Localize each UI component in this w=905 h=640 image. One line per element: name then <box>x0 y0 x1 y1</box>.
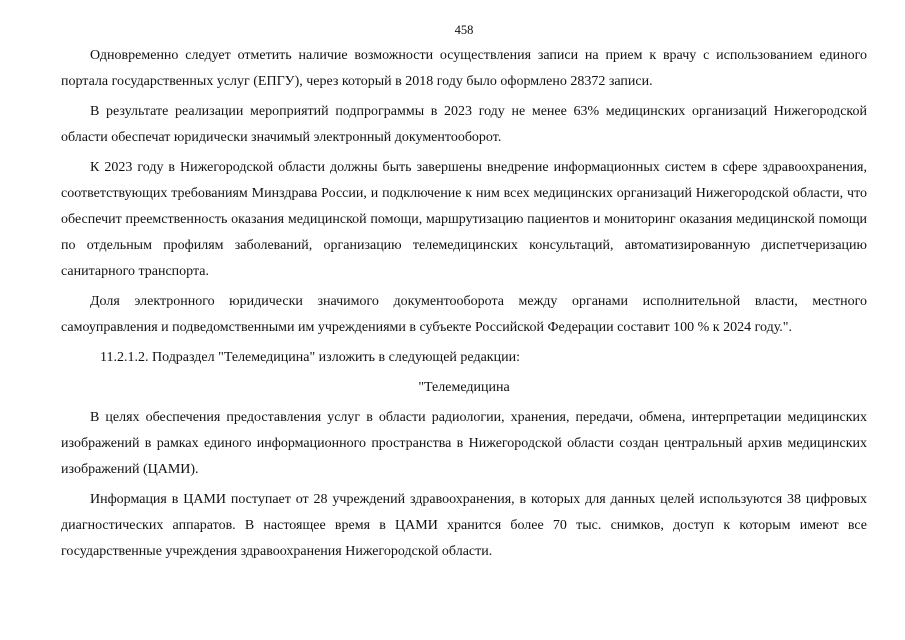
paragraph-cami-info: Информация в ЦАМИ поступает от 28 учреждений здравоохранения, в которых для данных целей используются 38 цифровых диагностических аппаратов. В настоящее время в ЦАМИ хранится более 70 тыс. снимков, доступ к которым имеют все государственные учреждения здравоохранения Нижегородской области. <box>61 492 867 559</box>
paragraph-info-systems: К 2023 году в Нижегородской области должны быть завершены внедрение информационных систем в сфере здравоохранения, соответствующих требованиям Минздрава России, и подключение к ним всех медицинских организаций Нижегородской области, что обеспечит преемственность оказания медицинской помощи, маршрутизацию пациентов и мониторинг оказания медицинской помощи по отдельным профилям заболеваний, организацию телемедицинских консультаций, автоматизированную диспетчеризацию санитарного транспорта. <box>61 160 867 279</box>
paragraph-edo-target: Доля электронного юридически значимого документооборота между органами исполнительной власти, местного самоуправления и подведомственными им учреждениями в субъекте Российской Федерации составит 100 % к 2024 году.". <box>61 294 867 335</box>
document-page <box>61 20 867 569</box>
paragraph-edo-share: В результате реализации мероприятий подпрограммы в 2023 году не менее 63% медицинских организаций Нижегородской области обеспечат юридически значимый электронный документооборот. <box>61 104 867 145</box>
paragraph-cami-created: В целях обеспечения предоставления услуг в области радиологии, хранения, передачи, обмена, интерпретации медицинских изображений в рамках единого информационного пространства в Нижегородской области создан центральный архив медицинских изображений (ЦАМИ). <box>61 410 867 477</box>
page-number: 458 <box>454 23 474 37</box>
amendment-item: 11.2.1.2. Подраздел "Телемедицина" изложить в следующей редакции: <box>100 350 520 365</box>
section-title: "Телемедицина <box>418 380 510 395</box>
paragraph-epgu-records: Одновременно следует отметить наличие возможности осуществления записи на прием к врачу с использованием единого портала государственных услуг (ЕПГУ), через который в 2018 году было оформлено 28372 записи. <box>61 48 867 89</box>
